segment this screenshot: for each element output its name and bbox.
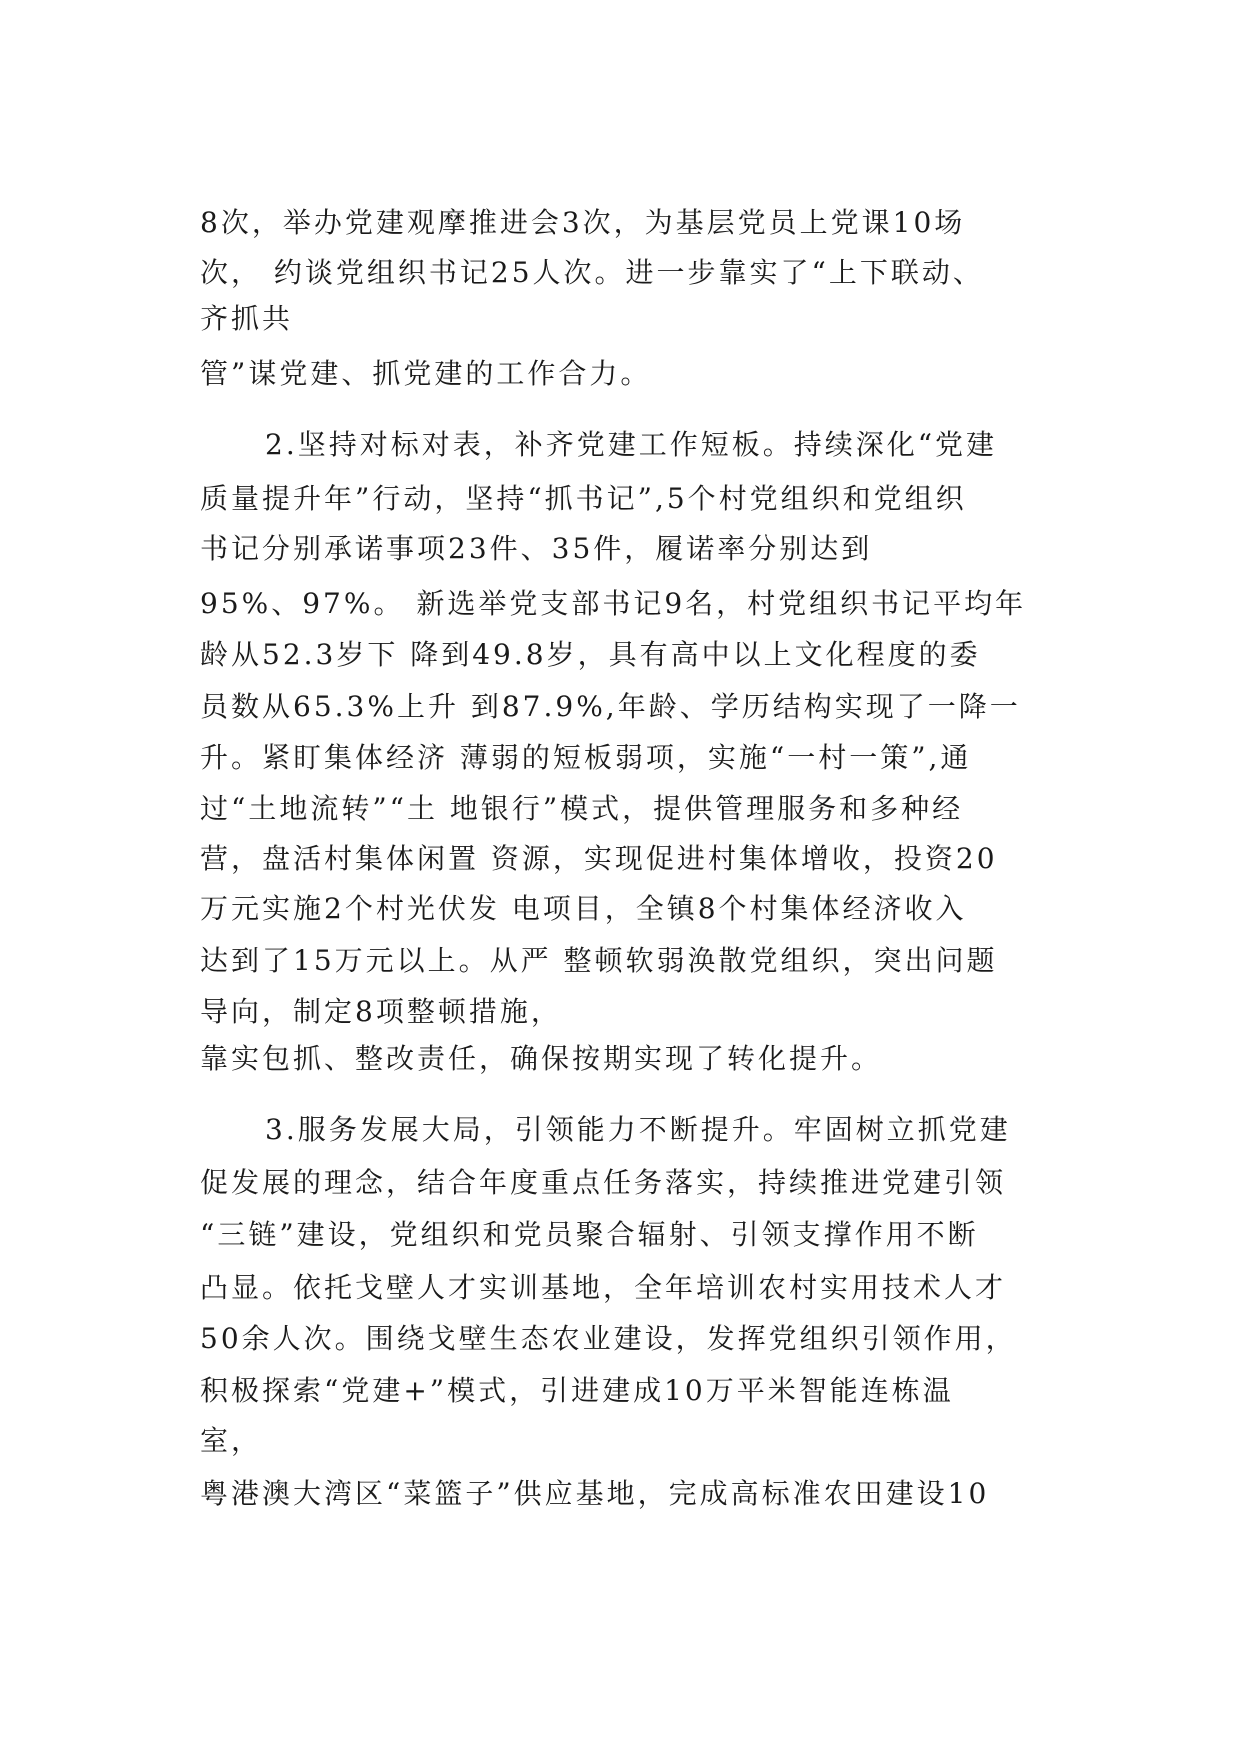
text-line: 管”谋党建、抓党建的工作合力。: [200, 357, 652, 390]
text-line: 导向，制定8项整顿措施，: [200, 995, 562, 1028]
text-line: 粤港澳大湾区“菜篮子”供应基地，完成高标准农田建设10: [200, 1477, 990, 1510]
text-line: 万元实施2个村光伏发 电项目，全镇8个村集体经济收入: [200, 892, 967, 925]
text-line: 齐抓共: [200, 302, 294, 335]
text-line: 员数从65.3%上升 到87.9%,年龄、学历结构实现了一降一: [200, 690, 1021, 723]
text-line: 95%、97%。 新选举党支部书记9名，村党组织书记平均年: [200, 587, 1027, 620]
text-line: 达到了15万元以上。从严 整顿软弱涣散党组织，突出问题: [200, 944, 998, 977]
text-line: 过“土地流转”“土 地银行”模式，提供管理服务和多种经: [200, 792, 964, 825]
text-line: 龄从52.3岁下 降到49.8岁，具有高中以上文化程度的委: [200, 638, 981, 671]
text-line: 促发展的理念，结合年度重点任务落实，持续推进党建引领: [200, 1166, 1007, 1199]
text-line: 8次，举办党建观摩推进会3次，为基层党员上党课10场: [200, 206, 966, 239]
text-line: 室，: [200, 1424, 263, 1457]
text-line: 靠实包抓、整改责任，确保按期实现了转化提升。: [200, 1042, 883, 1075]
text-line: 营，盘活村集体闲置 资源，实现促进村集体增收，投资20: [200, 842, 998, 875]
text-line: 质量提升年”行动，坚持“抓书记”,5个村党组织和党组织: [200, 482, 967, 515]
paragraph-start-line: 3.服务发展大局，引领能力不断提升。牢固树立抓党建: [265, 1113, 1011, 1146]
text-line: 次， 约谈党组织书记25人次。进一步靠实了“上下联动、: [200, 256, 984, 289]
text-line: 积极探索“党建+”模式，引进建成10万平米智能连栋温: [200, 1374, 954, 1407]
text-line: 书记分别承诺事项23件、35件，履诺率分别达到: [200, 532, 873, 565]
text-line: 升。紧盯集体经济 薄弱的短板弱项，实施“一村一策”,通: [200, 741, 972, 774]
text-line: “三链”建设，党组织和党员聚合辐射、引领支撑作用不断: [200, 1218, 979, 1251]
text-line: 凸显。依托戈壁人才实训基地，全年培训农村实用技术人才: [200, 1271, 1007, 1304]
text-line: 50余人次。围绕戈壁生态农业建设，发挥党组织引领作用，: [200, 1322, 1017, 1355]
paragraph-start-line: 2.坚持对标对表，补齐党建工作短板。持续深化“党建: [265, 428, 998, 461]
